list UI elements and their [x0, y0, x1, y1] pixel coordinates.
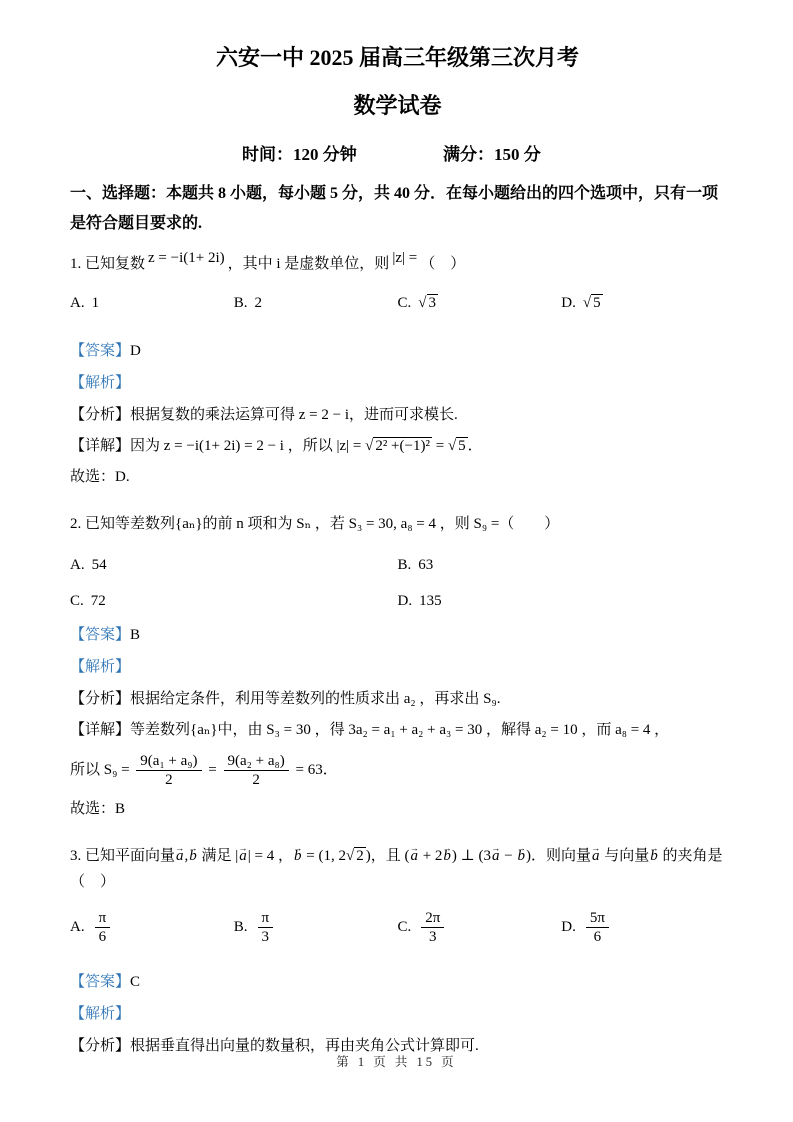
q1-option-c: C. √ 3 [397, 295, 436, 311]
q1-detail: 【详解】因为 z = −i(1+ 2i) = 2 − i ，所以 |z| = √ 2² +(−1)² = √ 5 ． [70, 438, 483, 454]
q2-option-d: D. 135 [397, 593, 442, 609]
q1-formula-modulus: |z| = [392, 250, 418, 266]
fraction: $\frac{\text{9(a₁ + a₉)}}{2}$ [136, 752, 201, 789]
q1-answer-paren: （ ） [420, 256, 466, 272]
analysis-label: 【解析】 [70, 1006, 131, 1022]
q2-option-b: B. 63 [397, 557, 434, 573]
q1-analysis: 【分析】根据复数的乘法运算可得 z = 2 − i，进而可求模长. [70, 407, 458, 423]
vector-b: b → [517, 843, 527, 869]
q2-answer-line [70, 623, 725, 647]
q2-detail: 【详解】等差数列{aₙ}中，由 S₃ = 30 ，得 3a₂ = a₁ + a₂ + a₃ = 30 ，解得 a₂ = 10 ，而 a₈ = 4 ， [70, 722, 670, 738]
answer-label: 【答案】 [70, 974, 131, 990]
question-1-options [70, 291, 725, 315]
q3-option-c: C. $\frac{2\pi}{3}$ [398, 909, 562, 946]
vector-b: b → [188, 843, 198, 869]
analysis-label: 【解析】 [70, 659, 131, 675]
question-2-stem: 2. 已知等差数列{aₙ}的前 n 项和为 Sₙ ，若 S₃ = 30, a₈ = 4 ，则 S₉ =（ ） [70, 516, 560, 532]
question-3-options [70, 909, 725, 946]
sqrt-expression: √ 2 [345, 848, 364, 864]
total-score: 满分：150 分 [443, 145, 541, 164]
sqrt-expression: √ 3 [418, 295, 436, 311]
q3-answer-value: C [130, 974, 141, 990]
analysis-label: 【解析】 [70, 375, 131, 391]
vector-a: a → [175, 843, 185, 869]
exam-meta [70, 144, 725, 166]
vector-b: b → [649, 843, 659, 869]
question-3-stem: 3. 已知平面向量a →,b → 满足 |a →| = 4 ，b → = (1, 2√ 2 )，且 (a → + 2b →) ⊥ (3a → − b →)．则向量a → 与向量b → 的夹角是（ ） [70, 843, 725, 895]
q2-answer-value: B [130, 627, 141, 643]
q2-option-c: C. 72 [70, 593, 106, 609]
q3-analysis-label-line [70, 1002, 725, 1026]
doc-title: 六安一中 2025 届高三年级第三次月考 [215, 45, 579, 70]
q3-analysis: 【分析】根据垂直得出向量的数量积，再由夹角公式计算即可. [70, 1038, 479, 1054]
q1-analysis-label-line [70, 371, 725, 395]
q1-option-b: B. 2 [233, 295, 263, 311]
q1-formula-z: z = −i(1+ 2i) [148, 250, 225, 266]
q1-answer-line [70, 339, 725, 363]
fraction: $\frac{\text{9(a₂ + a₈)}}{2}$ [224, 752, 289, 789]
q1-option-a: A. 1 [70, 295, 100, 311]
sqrt-expression: √ 2² +(−1)² [365, 438, 430, 454]
q1-stem-text2: ，其中 i 是虚数单位，则 [227, 256, 390, 272]
q1-answer-value: D [130, 343, 141, 359]
fraction: $\frac{\pi}{6}$ [95, 909, 111, 946]
q2-conclusion: 故选：B [70, 801, 126, 817]
page-number-footer: 第 1 页 共 15 页 [336, 1055, 457, 1069]
fraction: $\frac{2\pi}{3}$ [421, 909, 444, 946]
vector-a: a → [238, 843, 248, 869]
sqrt-expression: √ 5 [447, 438, 466, 454]
q1-stem-text: 1. 已知复数 [70, 256, 146, 272]
question-2-options [70, 553, 725, 613]
q1-conclusion: 故选：D. [70, 469, 130, 485]
answer-label: 【答案】 [70, 627, 131, 643]
doc-subtitle: 数学试卷 [353, 93, 442, 118]
q2-option-a: A. 54 [70, 557, 107, 573]
fraction: $\frac{5\pi}{6}$ [586, 909, 609, 946]
q2-analysis: 【分析】根据给定条件，利用等差数列的性质求出 a₂ ，再求出 S₉. [70, 691, 501, 707]
q3-option-a: A. $\frac{\pi}{6}$ [70, 909, 234, 946]
section-heading-line-2: 是符合题目要求的. [70, 215, 203, 232]
fraction: $\frac{\pi}{3}$ [258, 909, 274, 946]
answer-label: 【答案】 [70, 343, 131, 359]
question-1-stem [70, 245, 725, 277]
vector-a: a → [491, 843, 501, 869]
section-1-heading [70, 179, 725, 239]
vector-a: a → [409, 843, 419, 869]
time-limit: 时间：120 分钟 [242, 145, 357, 164]
vector-b: b → [442, 843, 452, 869]
q2-analysis-label-line [70, 655, 725, 679]
q3-answer-line [70, 970, 725, 994]
q3-option-b: B. $\frac{\pi}{3}$ [234, 909, 398, 946]
q2-formula: 所以 S₉ = $\frac{\text{9(a₁ + a₉)}}{2}$ = $\frac{\text{9(a₂ + a₈)}}{2}$ = 63． [70, 753, 338, 788]
sqrt-expression: √ 5 [582, 295, 601, 311]
q3-option-d: D. $\frac{5\pi}{6}$ [561, 909, 725, 946]
q1-option-d: D. √ 5 [561, 295, 601, 311]
section-heading-line-1: 一、选择题：本题共 8 小题，每小题 5 分，共 40 分．在每小题给出的四个选项中，只有一项 [70, 185, 719, 202]
vector-a: a → [591, 843, 601, 869]
vector-b: b → [293, 843, 303, 869]
